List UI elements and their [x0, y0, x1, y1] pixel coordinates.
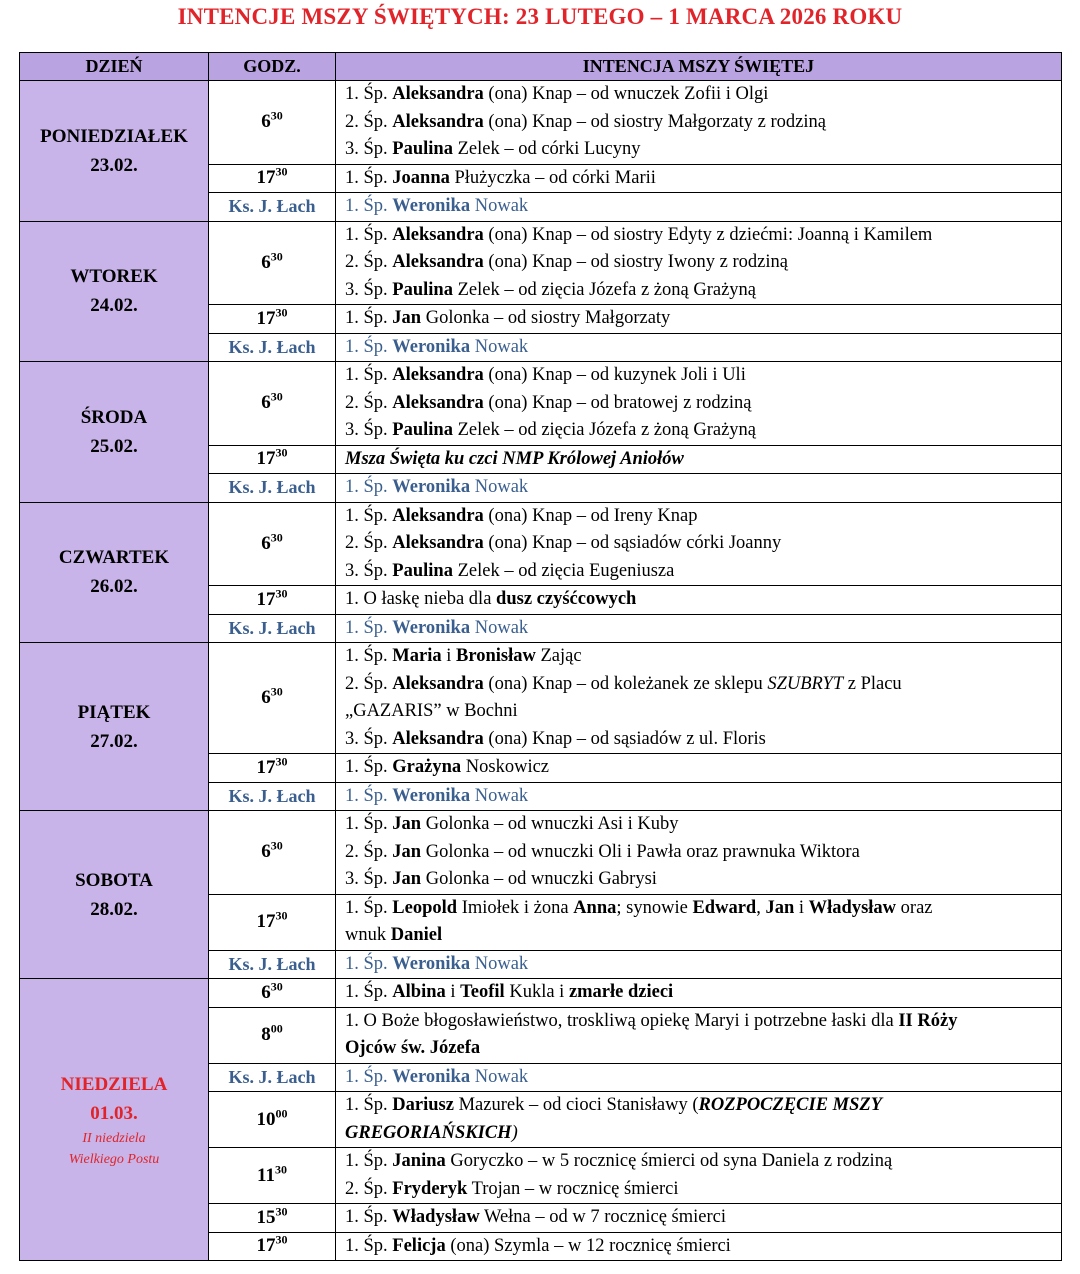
intent-cell: 1. Śp. Jan Golonka – od wnuczki Asi i Kuby 2. Śp. Jan Golonka – od wnuczki Oli i Pawła oraz prawnuka Wiktora 3. Śp. Jan Golonka – od wnuczki Gabrysi	[336, 811, 1062, 895]
header-intent: INTENCJA MSZY ŚWIĘTEJ	[336, 53, 1062, 81]
hour-cell: $17^{30}$	[209, 754, 336, 783]
intent-cell: 1. Śp. Weronika Nowak	[336, 614, 1062, 643]
table-row	[20, 221, 1062, 305]
header-day: DZIEŃ	[20, 53, 209, 81]
table-row	[20, 362, 1062, 446]
day-cell-wednesday: ŚRODA 25.02.	[20, 362, 209, 503]
hour-cell: $6^{30}$	[209, 811, 336, 895]
hour-cell: $6^{30}$	[209, 643, 336, 754]
intent-cell: 1. Śp. Weronika Nowak	[336, 474, 1062, 503]
day-cell-saturday: SOBOTA 28.02.	[20, 811, 209, 979]
day-cell-thursday: CZWARTEK 26.02.	[20, 502, 209, 643]
intent-cell: 1. Śp. Weronika Nowak	[336, 950, 1062, 979]
intent-cell: 1. Śp. Jan Golonka – od siostry Małgorzaty	[336, 305, 1062, 334]
hour-cell: $17^{30}$	[209, 1232, 336, 1261]
intent-cell: 1. Śp. Grażyna Noskowicz	[336, 754, 1062, 783]
intent-cell: 1. Śp. Weronika Nowak	[336, 193, 1062, 222]
hour-cell: $6^{30}$	[209, 979, 336, 1008]
day-cell-monday: PONIEDZIAŁEK 23.02.	[20, 81, 209, 222]
intent-cell: 1. O Boże błogosławieństwo, troskliwą opiekę Maryi i potrzebne łaski dla II Róży Ojców św. Józefa	[336, 1007, 1062, 1063]
hour-cell: $17^{30}$	[209, 586, 336, 615]
priest-cell: Ks. J. Łach	[209, 782, 336, 811]
hour-cell: $6^{30}$	[209, 221, 336, 305]
intent-cell: 1. Śp. Aleksandra (ona) Knap – od kuzynek Joli i Uli 2. Śp. Aleksandra (ona) Knap – od bratowej z rodziną 3. Śp. Paulina Zelek – od zięcia Józefa z żoną Grażyną	[336, 362, 1062, 446]
priest-cell: Ks. J. Łach	[209, 614, 336, 643]
intent-cell: 1. Śp. Weronika Nowak	[336, 333, 1062, 362]
hour-cell: $17^{30}$	[209, 445, 336, 474]
hour-cell: $8^{00}$	[209, 1007, 336, 1063]
table-row	[20, 643, 1062, 754]
intent-cell: 1. Śp. Janina Goryczko – w 5 rocznicę śmierci od syna Daniela z rodziną 2. Śp. Fryderyk Trojan – w rocznicę śmierci	[336, 1148, 1062, 1204]
hour-cell: $15^{30}$	[209, 1204, 336, 1233]
intent-cell: 1. Śp. Leopold Imiołek i żona Anna; synowie Edward, Jan i Władysław oraz wnuk Daniel	[336, 894, 1062, 950]
intent-cell: 1. Śp. Maria i Bronisław Zając 2. Śp. Aleksandra (ona) Knap – od koleżanek ze sklepu SZUBRYT z Placu „GAZARIS” w Bochni 3. Śp. Aleksandra (ona) Knap – od sąsiadów z ul. Floris	[336, 643, 1062, 754]
priest-cell: Ks. J. Łach	[209, 950, 336, 979]
intent-cell: 1. Śp. Weronika Nowak	[336, 782, 1062, 811]
header-row	[20, 53, 1062, 81]
intent-cell: 1. Śp. Władysław Wełna – od w 7 rocznicę śmierci	[336, 1204, 1062, 1233]
table-row	[20, 502, 1062, 586]
table-row	[20, 979, 1062, 1008]
intent-cell: Msza Święta ku czci NMP Królowej Aniołów	[336, 445, 1062, 474]
day-cell-sunday: NIEDZIELA 01.03. II niedziela Wielkiego Postu	[20, 979, 209, 1261]
hour-cell: $11^{30}$	[209, 1148, 336, 1204]
table-row	[20, 811, 1062, 895]
priest-cell: Ks. J. Łach	[209, 474, 336, 503]
intent-cell: 1. Śp. Albina i Teofil Kukla i zmarłe dzieci	[336, 979, 1062, 1008]
intent-cell: 1. Śp. Aleksandra (ona) Knap – od Ireny Knap 2. Śp. Aleksandra (ona) Knap – od sąsiadów córki Joanny 3. Śp. Paulina Zelek – od zięcia Eugeniusza	[336, 502, 1062, 586]
header-hour: GODZ.	[209, 53, 336, 81]
table-row	[20, 81, 1062, 165]
intent-cell: 1. O łaskę nieba dla dusz czyśćcowych	[336, 586, 1062, 615]
hour-cell: $6^{30}$	[209, 502, 336, 586]
intent-cell: 1. Śp. Weronika Nowak	[336, 1063, 1062, 1092]
intent-cell: 1. Śp. Aleksandra (ona) Knap – od wnuczek Zofii i Olgi 2. Śp. Aleksandra (ona) Knap – od siostry Małgorzaty z rodziną 3. Śp. Paulina Zelek – od córki Lucyny	[336, 81, 1062, 165]
hour-cell: $17^{30}$	[209, 305, 336, 334]
priest-cell: Ks. J. Łach	[209, 333, 336, 362]
hour-cell: $6^{30}$	[209, 81, 336, 165]
day-cell-friday: PIĄTEK 27.02.	[20, 643, 209, 811]
day-cell-tuesday: WTOREK 24.02.	[20, 221, 209, 362]
intent-cell: 1. Śp. Aleksandra (ona) Knap – od siostry Edyty z dziećmi: Joanną i Kamilem 2. Śp. Aleksandra (ona) Knap – od siostry Iwony z rodziną 3. Śp. Paulina Zelek – od zięcia Józefa z żoną Grażyną	[336, 221, 1062, 305]
intent-cell: 1. Śp. Dariusz Mazurek – od cioci Stanisławy (ROZPOCZĘCIE MSZY GREGORIAŃSKICH)	[336, 1092, 1062, 1148]
intent-cell: 1. Śp. Joanna Płużyczka – od córki Marii	[336, 164, 1062, 193]
hour-cell: $17^{30}$	[209, 894, 336, 950]
hour-cell: $6^{30}$	[209, 362, 336, 446]
hour-cell: $17^{30}$	[209, 164, 336, 193]
priest-cell: Ks. J. Łach	[209, 1063, 336, 1092]
page-title: INTENCJE MSZY ŚWIĘTYCH: 23 LUTEGO – 1 MARCA 2026 ROKU	[177, 4, 903, 29]
mass-intentions-table	[19, 52, 1062, 1261]
intent-cell: 1. Śp. Felicja (ona) Szymla – w 12 rocznicę śmierci	[336, 1232, 1062, 1261]
hour-cell: $10^{00}$	[209, 1092, 336, 1148]
priest-cell: Ks. J. Łach	[209, 193, 336, 222]
